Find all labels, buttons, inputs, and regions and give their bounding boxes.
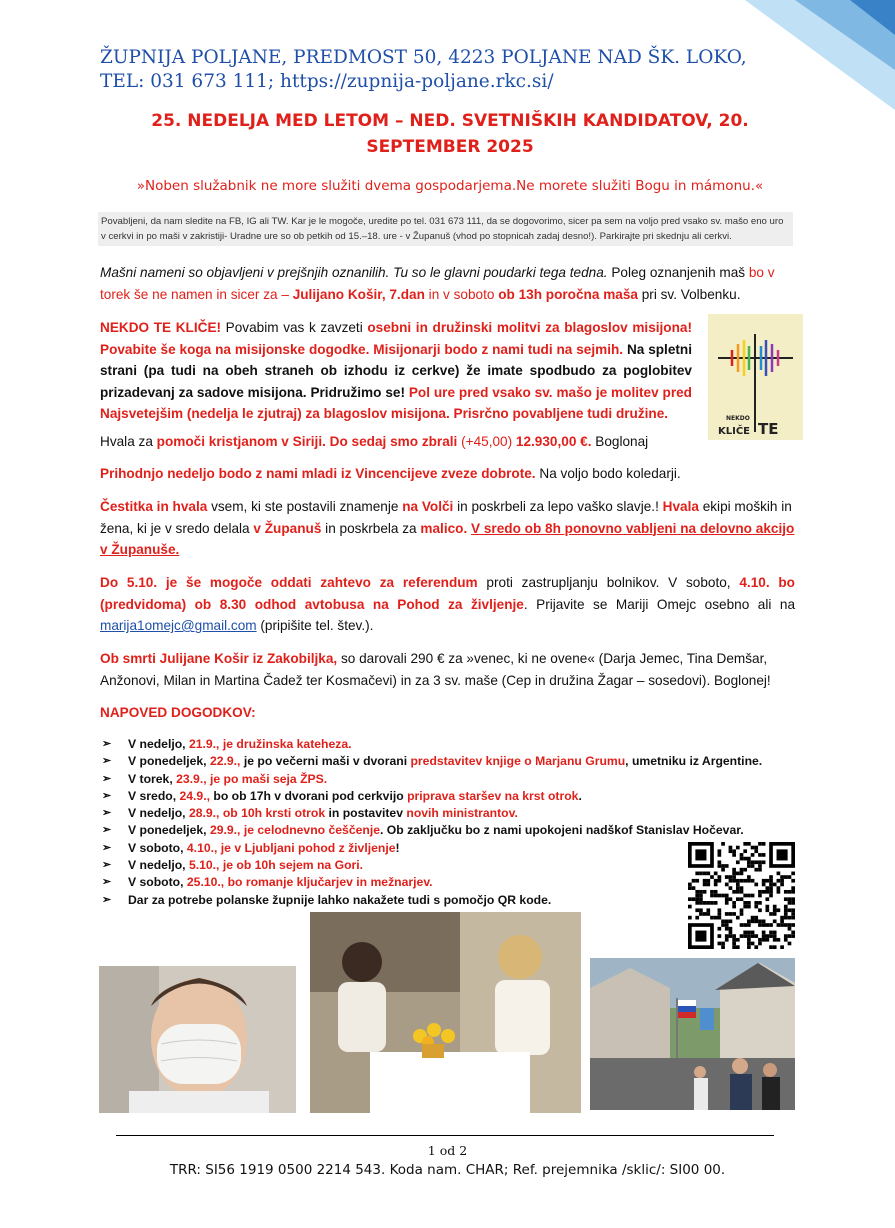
paragraph-thanks: Čestitka in hvala vsem, ki ste postavili znamenje na Volči in poskrbeli za lepo vaško slavje.! Hvala ekipi moških in žena, ki je v sredo delala v Županuš in poskrbela za malico. V sredo ob 8h ponovno vabljeni na delovno akcijo v Županuše.	[100, 499, 795, 557]
event-item: ➢ V nedeljo, 28.9., ob 10h krsti otrok in postavitev novih ministrantov.	[100, 805, 762, 822]
arrow-bullet-icon: ➢	[102, 807, 112, 820]
logo-klice-text: KLIČE	[718, 426, 751, 437]
title-line-1: 25. NEDELJA MED LETOM – NED. SVETNIŠKIH KANDIDATOV, 20.	[151, 111, 749, 131]
arrow-bullet-icon: ➢	[102, 893, 112, 906]
arrow-bullet-icon: ➢	[102, 755, 112, 768]
paragraph-syria: Hvala za pomoči kristjanom v Siriji. Do sedaj smo zbrali (+45,00) 12.930,00 €. Boglonaj	[100, 434, 649, 449]
event-item: ➢ V torek, 23.9., je po maši seja ŽPS.	[100, 771, 762, 788]
corner-decoration	[725, 0, 895, 110]
title-line-2: SEPTEMBER 2025	[366, 137, 534, 157]
arrow-bullet-icon: ➢	[102, 841, 112, 854]
event-item: ➢ V soboto, 25.10., bo romanje ključarjev in mežnarjev.	[100, 874, 762, 891]
event-item: ➢ V nedeljo, 5.10., je ob 10h sejem na Gori.	[100, 857, 762, 874]
arrow-bullet-icon: ➢	[102, 859, 112, 872]
arrow-bullet-icon: ➢	[102, 824, 112, 837]
arrow-bullet-icon: ➢	[102, 789, 112, 802]
logo-te-text: TE	[758, 420, 779, 438]
photo-young-man	[99, 966, 296, 1113]
arrow-bullet-icon: ➢	[102, 772, 112, 785]
arrow-bullet-icon: ➢	[102, 738, 112, 750]
paragraph-mission: NEKDO TE KLIČE! Povabim vas k zavzeti osebni in družinski molitvi za blagoslov misijona! Povabite še koga na misijonske dogodke. Misijonarji bodo z nami tudi na sejmih. Na spletni strani (pa tudi na obeh straneh ob izhodu iz cerkve) že imate spodbudo za poglobitev prizadevanj za sadove misijona. Pridružimo se! Pol ure pred vsako sv. mašo je molitev pred Najsvetejšim (nedelja le zjutraj) za blagoslov misijona. Prisrčno povabljene tudi družine.	[100, 320, 693, 421]
email-link[interactable]: marija1omejc@gmail.com	[100, 618, 257, 633]
gospel-quote: »Noben služabnik ne more služiti dvema gospodarjema.Ne morete služiti Bogu in mámonu.«	[136, 178, 764, 194]
event-item: ➢ V soboto, 4.10., je v Ljubljani pohod z življenje!	[100, 840, 762, 857]
footer-divider	[116, 1135, 774, 1136]
page-number: 1 od 2	[427, 1143, 468, 1158]
info-note: Povabljeni, da nam sledite na FB, IG ali TW. Kar je le mogoče, uredite po tel. 031 673 111, da se dogovorimo, sicer pa sem na volјo pred vsako sv. mašo eno uro v cerkvi in po maši v zakristiji- Uradne ure so ob petkih od 15.–18. ure - v Županuš (vhod po stopnicah zadaj desno!). Parkirajte pri skednju ali cerkvi.	[98, 212, 793, 246]
event-item: ➢ V nedeljo, 21.9., je družinska kateheza.	[100, 736, 762, 753]
bank-account-info: TRR: SI56 1919 0500 2214 543. Koda nam. CHAR; Ref. prejemnika /sklic/: SI00 00.	[169, 1162, 726, 1178]
qr-code	[688, 842, 795, 949]
mission-logo-icon	[708, 314, 803, 440]
events-list	[100, 736, 762, 909]
paragraph-youth: Prihodnjo nedeljo bodo z nami mladi iz Vincencijeve zveze dobrote. Na volјo bodo koledarji.	[100, 466, 681, 481]
paragraph-mass-intentions: Mašni nameni so objavljeni v prejšnjih oznanilih. Tu so le glavni poudarki tega tedna. Poleg oznanjenih maš bo v torek še ne namen in sicer za – Julijano Košir, 7.dan in v soboto ob 13h poročna maša pri sv. Volbenku.	[100, 265, 775, 302]
photo-book-presentation	[310, 912, 581, 1113]
logo-small-text: NEKDO	[726, 415, 750, 422]
event-item: ➢ V ponedeljek, 22.9., je po večerni maši v dvorani predstavitev knjige o Marjanu Grumu, umetniku iz Argentine.	[100, 753, 762, 770]
event-item: ➢ Dar za potrebe polanske župnije lahko nakažete tudi s pomočjo QR kode.	[100, 892, 762, 909]
event-item: ➢ V sredo, 24.9., bo ob 17h v dvorani pod cerkvijo priprava staršev na krst otrok.	[100, 788, 762, 805]
paragraph-donation: Ob smrti Julijane Košir iz Zakobiljka, so darovali 290 € za »venec, ki ne ovene« (Darja Jemec, Tina Demšar, Anžonovi, Milan in Martina Čadež ter Kosmačevi) in za 3 sv. maše (Cep in družina Žagar – sosedovi). Boglonej!	[100, 651, 771, 688]
arrow-bullet-icon: ➢	[102, 876, 112, 889]
paragraph-referendum: Do 5.10. je še mogoče oddati zahtevo za referendum proti zastrupljanju bolnikov. V soboto, 4.10. bo (predvidoma) ob 8.30 odhod avtobusa na Pohod za življenje. Prijavite se Mariji Omejc osebno ali na marija1omejc@gmail.com (pripišite tel. štev.).	[100, 575, 796, 633]
header-address: ŽUPNIJA POLJANE, PREDMOST 50, 4223 POLJANE NAD ŠK. LOKO,	[100, 47, 747, 68]
page-title	[100, 108, 800, 160]
photo-village-celebration	[590, 958, 795, 1110]
header-contact: TEL: 031 673 111; https://zupnija-poljane.rkc.si/	[100, 71, 554, 92]
events-heading: NAPOVED DOGODKOV:	[100, 705, 256, 720]
parish-header	[100, 46, 747, 94]
qr-code-icon	[688, 842, 795, 949]
nekdo-te-klice-logo	[708, 314, 803, 440]
event-item: ➢ V ponedeljek, 29.9., je celodnevno češčenje. Ob zaključku bo z nami upokojeni nadškof Stanislav Hočevar.	[100, 822, 762, 839]
